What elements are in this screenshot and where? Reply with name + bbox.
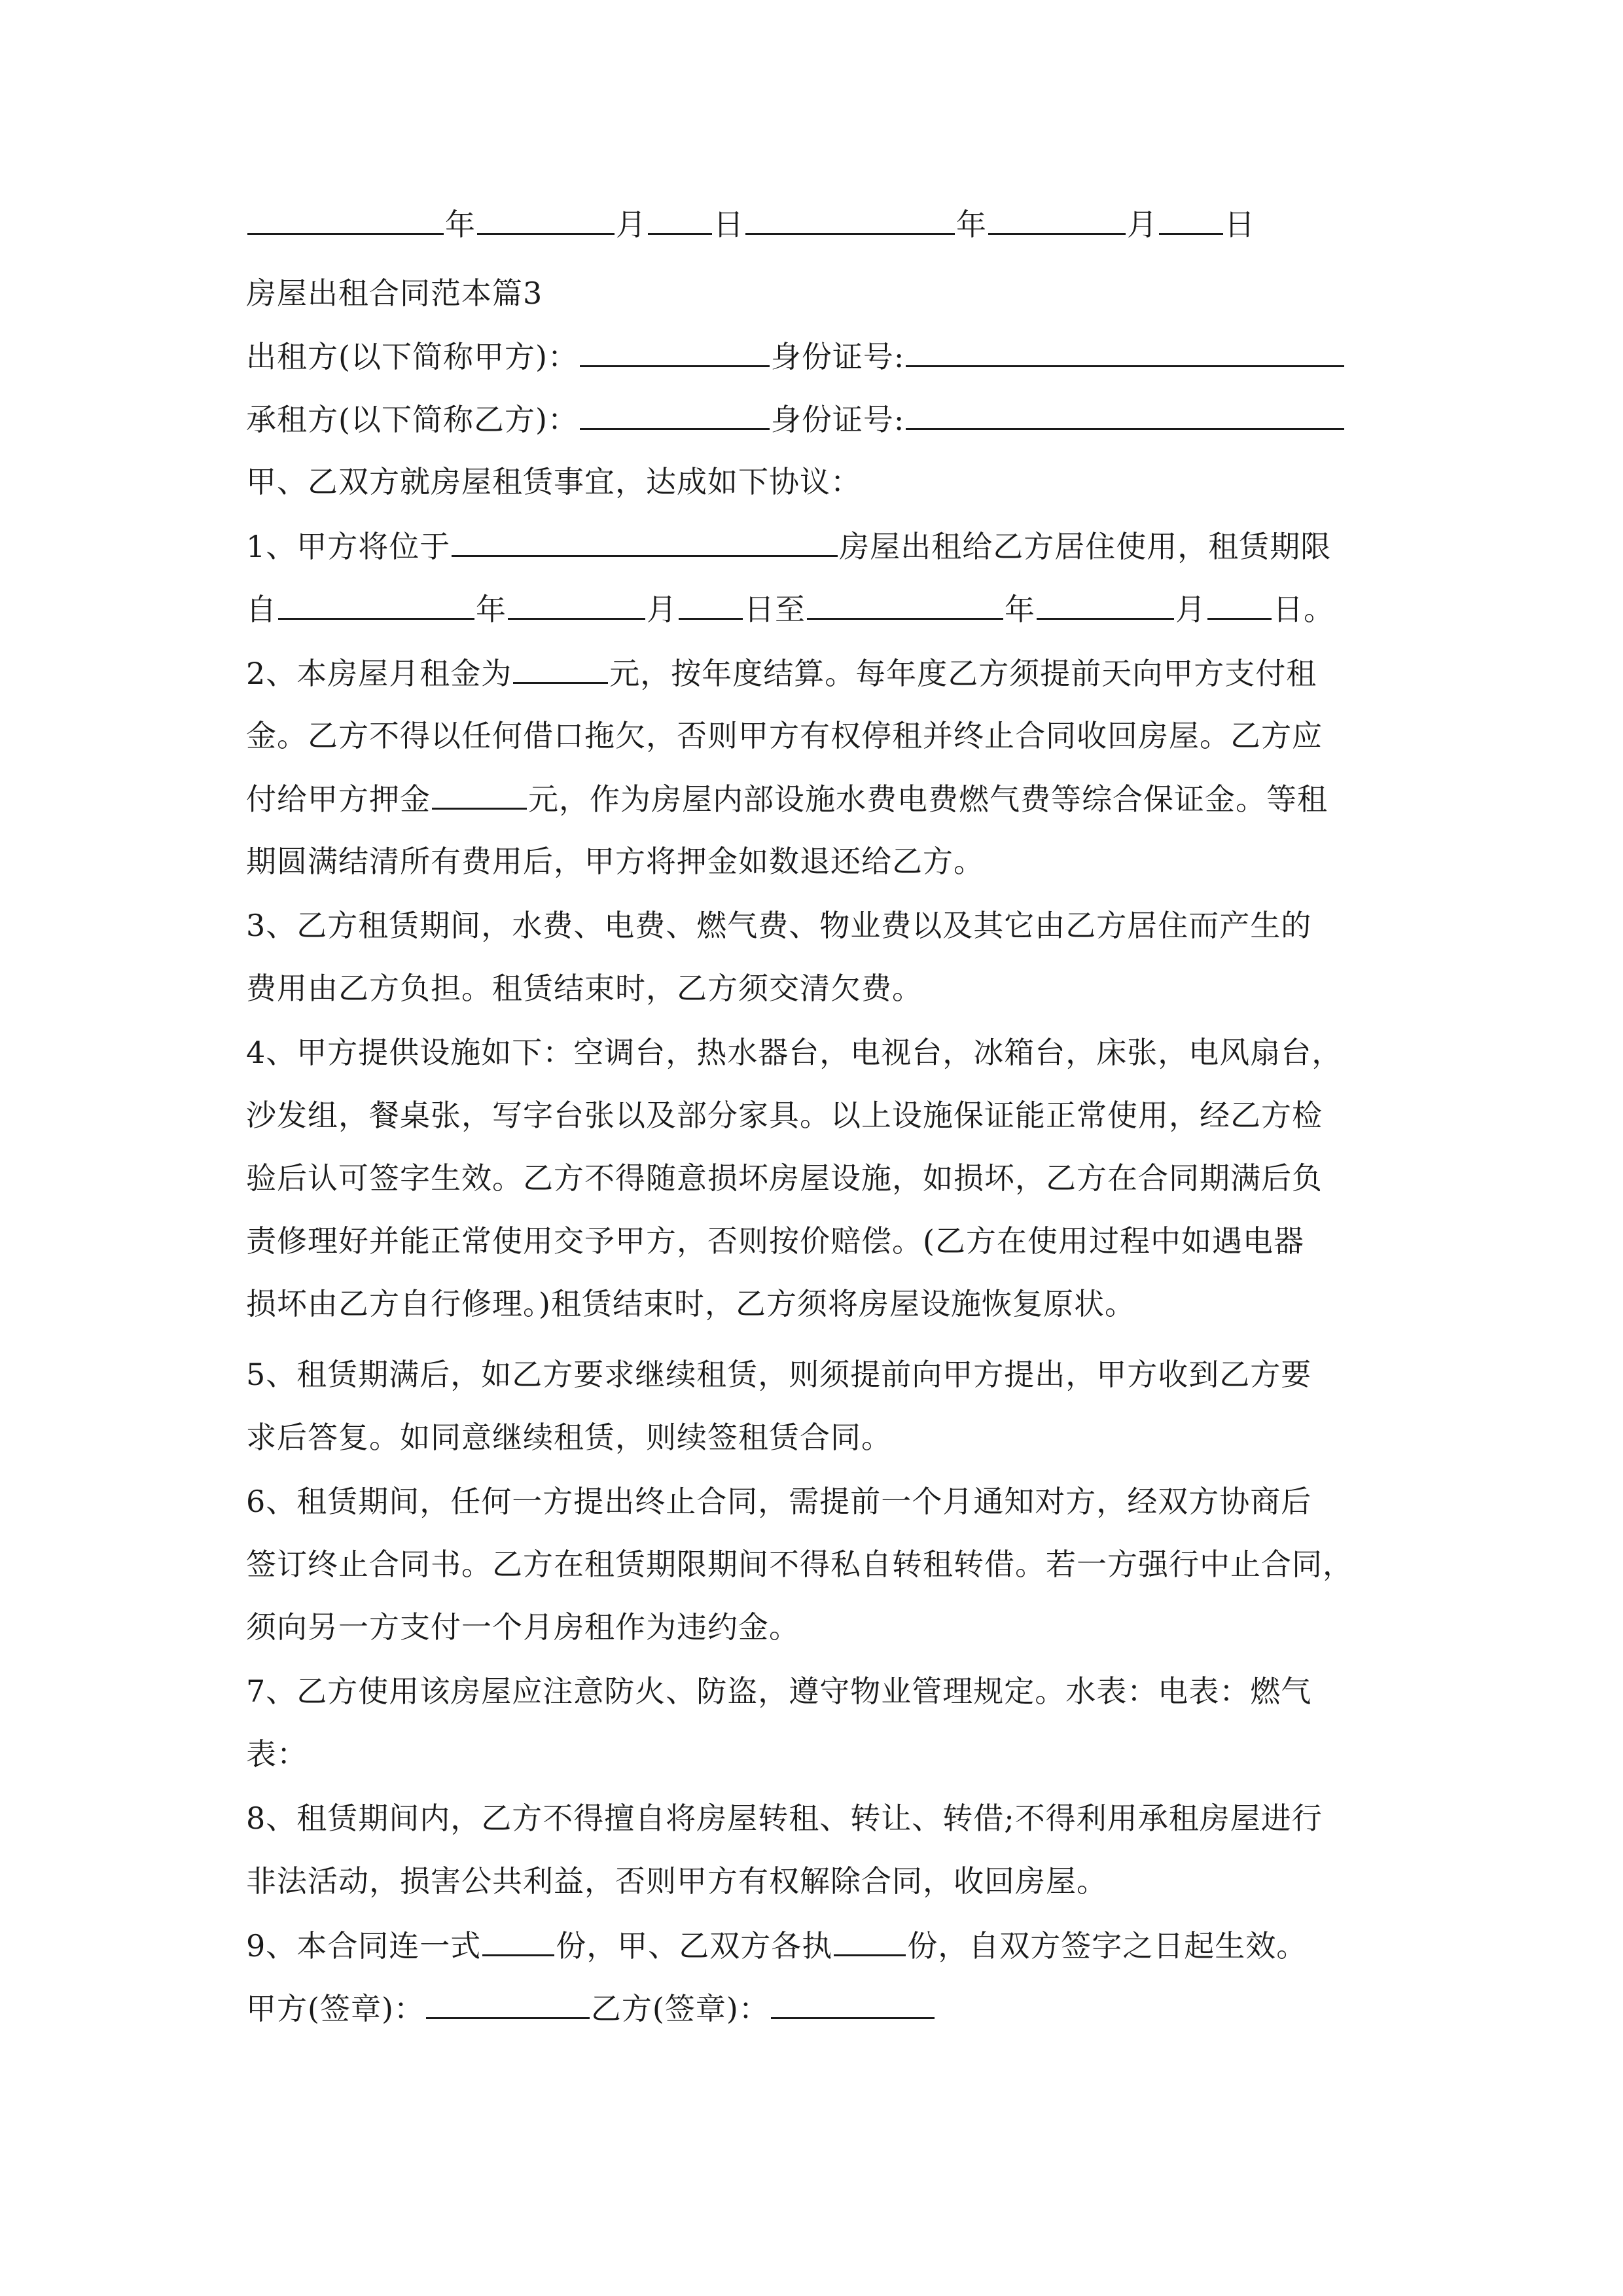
clause-text: 日。 <box>1273 592 1334 627</box>
blank-field[interactable] <box>1207 589 1272 620</box>
party-b-signature-label: 乙方(签章)： <box>590 1991 770 2026</box>
blank-field[interactable] <box>807 589 1003 620</box>
clause-text: 月 <box>1175 592 1206 627</box>
clause-text: 元，按年度结算。每年度乙方须提前天向甲方支付租 <box>609 656 1317 691</box>
blank-field[interactable] <box>1159 204 1223 235</box>
clause-4-line-1: 4、甲方提供设施如下：空调台，热水器台，电视台，冰箱台，床张，电风扇台， <box>246 1035 1343 1070</box>
monthly-rent-field[interactable] <box>513 653 608 684</box>
clause-3-line-1: 3、乙方租赁期间，水费、电费、燃气费、物业费以及其它由乙方居住而产生的 <box>246 908 1312 943</box>
blank-field[interactable] <box>648 204 712 235</box>
blank-field[interactable] <box>745 204 955 235</box>
date-day-label: 日 <box>713 207 744 242</box>
lessee-id-field[interactable] <box>906 399 1344 430</box>
party-b-signature-field[interactable] <box>771 1988 935 2019</box>
property-address-field[interactable] <box>452 526 838 557</box>
clause-1-line-2 <box>246 589 1334 629</box>
clause-5-line-2: 求后答复。如同意继续租赁，则续签租赁合同。 <box>246 1420 892 1455</box>
clause-text: 自 <box>246 592 277 627</box>
party-a-signature-label: 甲方(签章)： <box>246 1991 425 2026</box>
lessor-line <box>246 336 1346 376</box>
deposit-field[interactable] <box>432 779 527 810</box>
clause-4-line-2: 沙发组，餐桌张，写字台张以及部分家具。以上设施保证能正常使用，经乙方检 <box>246 1098 1323 1133</box>
clause-6-line-3: 须向另一方支付一个月房租作为违约金。 <box>246 1609 800 1645</box>
lessor-id-label: 身份证号: <box>770 339 905 374</box>
date-year-label: 年 <box>956 207 987 242</box>
blank-field[interactable] <box>247 204 444 235</box>
clause-text: 月 <box>647 592 677 627</box>
clause-7-line-2: 表： <box>246 1736 308 1772</box>
clause-2-line-3 <box>246 779 1328 819</box>
blank-field[interactable] <box>508 589 645 620</box>
clause-2-line-4: 期圆满结清所有费用后，甲方将押金如数退还给乙方。 <box>246 844 984 879</box>
clause-text: 1、甲方将位于 <box>246 529 451 564</box>
clause-text: 年 <box>1005 592 1035 627</box>
clause-text: 日至 <box>744 592 806 627</box>
lessor-label: 出租方(以下简称甲方)： <box>246 339 579 374</box>
clause-text: 9、本合同连一式 <box>246 1928 482 1964</box>
lessor-name-field[interactable] <box>580 336 770 367</box>
blank-field[interactable] <box>477 204 615 235</box>
lessee-id-label: 身份证号: <box>770 402 905 437</box>
clause-3-line-2: 费用由乙方负担。租赁结束时，乙方须交清欠费。 <box>246 971 923 1006</box>
clause-6-line-2: 签订终止合同书。乙方在租赁期限期间不得私自转租转借。若一方强行中止合同， <box>246 1547 1353 1582</box>
lessor-id-field[interactable] <box>906 336 1344 367</box>
blank-field[interactable] <box>679 589 743 620</box>
clause-text: 2、本房屋月租金为 <box>246 656 512 691</box>
clause-text: 元，作为房屋内部设施水费电费燃气费等综合保证金。等租 <box>528 781 1328 817</box>
clause-7-line-1: 7、乙方使用该房屋应注意防火、防盗，遵守物业管理规定。水表：电表：燃气 <box>246 1674 1312 1709</box>
lessee-line <box>246 399 1346 439</box>
clause-1-line-1 <box>246 526 1331 566</box>
clause-text: 年 <box>476 592 507 627</box>
signature-line <box>246 1988 936 2028</box>
date-month-label: 月 <box>616 207 647 242</box>
clause-text: 付给甲方押金 <box>246 781 431 817</box>
header-date-line <box>246 204 1255 244</box>
date-year-label: 年 <box>445 207 476 242</box>
document-title: 房屋出租合同范本篇3 <box>246 276 543 311</box>
date-day-label: 日 <box>1224 207 1255 242</box>
clause-text: 份，自双方签字之日起生效。 <box>907 1928 1308 1964</box>
party-a-signature-field[interactable] <box>426 1988 590 2019</box>
clause-text: 房屋出租给乙方居住使用，租赁期限 <box>839 529 1332 564</box>
lessee-name-field[interactable] <box>580 399 770 430</box>
clause-9-line <box>246 1926 1307 1965</box>
clause-2-line-1 <box>246 653 1317 693</box>
blank-field[interactable] <box>988 204 1126 235</box>
date-month-label: 月 <box>1127 207 1158 242</box>
copies-total-field[interactable] <box>482 1926 554 1956</box>
clause-2-line-2: 金。乙方不得以任何借口拖欠，否则甲方有权停租并终止合同收回房屋。乙方应 <box>246 718 1323 753</box>
clause-4-line-3: 验后认可签字生效。乙方不得随意损坏房屋设施，如损坏，乙方在合同期满后负 <box>246 1160 1323 1196</box>
intro-paragraph: 甲、乙双方就房屋租赁事宜，达成如下协议： <box>246 464 861 499</box>
blank-field[interactable] <box>1037 589 1174 620</box>
blank-field[interactable] <box>278 589 474 620</box>
clause-text: 份，甲、乙双方各执 <box>556 1928 833 1964</box>
clause-4-line-4: 责修理好并能正常使用交予甲方，否则按价赔偿。(乙方在使用过程中如遇电器 <box>246 1223 1304 1259</box>
clause-5-line-1: 5、租赁期满后，如乙方要求继续租赁，则须提前向甲方提出，甲方收到乙方要 <box>246 1357 1312 1392</box>
clause-6-line-1: 6、租赁期间，任何一方提出终止合同，需提前一个月通知对方，经双方协商后 <box>246 1484 1312 1519</box>
lessee-label: 承租方(以下简称乙方)： <box>246 402 579 437</box>
clause-8-line-2: 非法活动，损害公共利益，否则甲方有权解除合同，收回房屋。 <box>246 1863 1107 1899</box>
copies-each-field[interactable] <box>834 1926 906 1956</box>
clause-8-line-1: 8、租赁期间内，乙方不得擅自将房屋转租、转让、转借;不得利用承租房屋进行 <box>246 1801 1323 1836</box>
clause-4-line-5: 损坏由乙方自行修理。)租赁结束时，乙方须将房屋设施恢复原状。 <box>246 1286 1135 1321</box>
